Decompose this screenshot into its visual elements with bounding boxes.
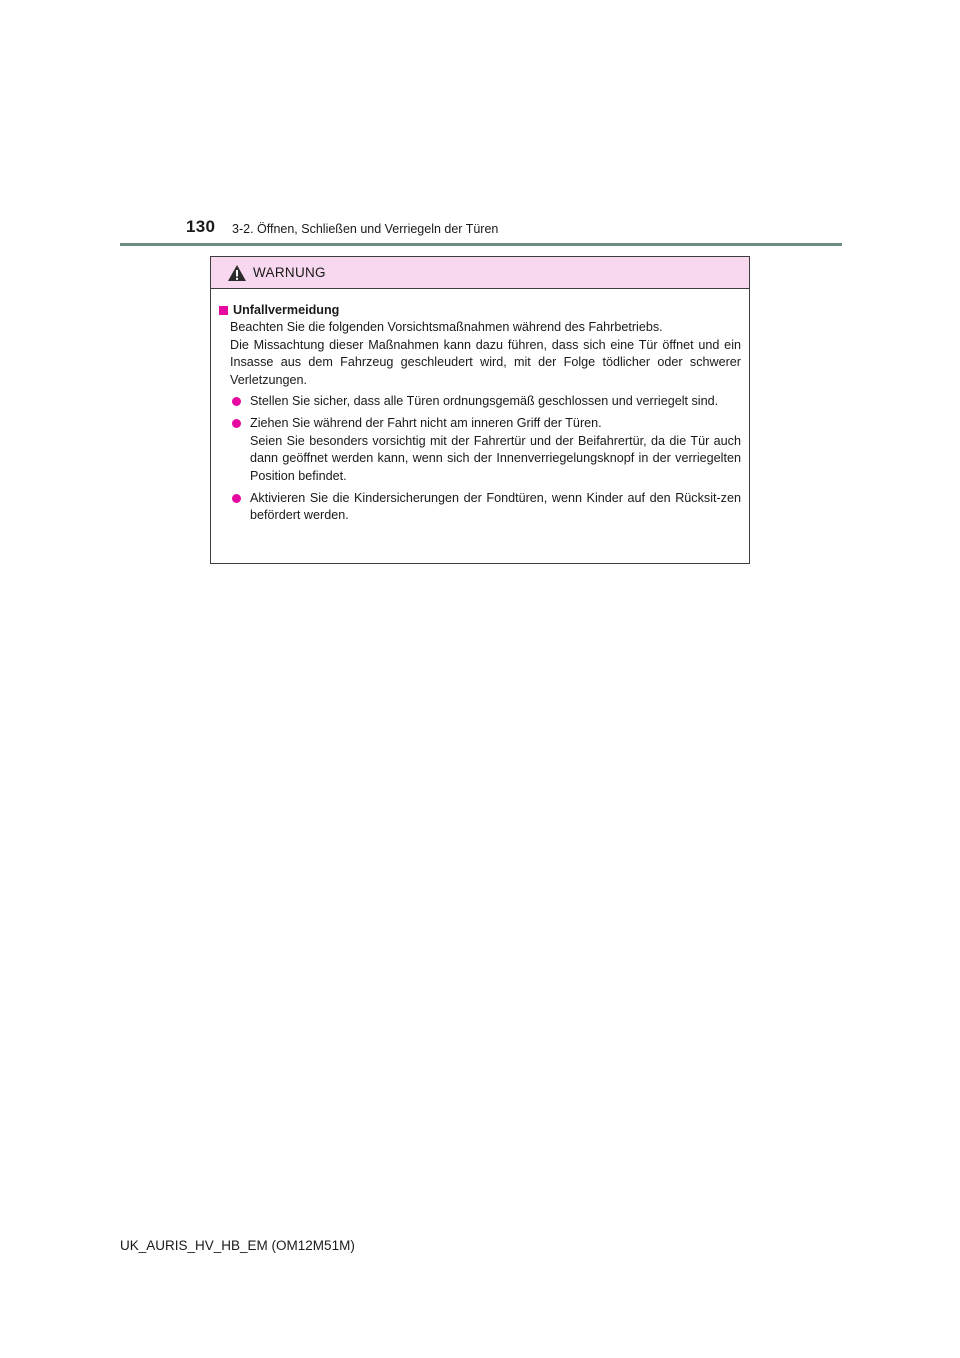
precaution-item <box>219 415 741 485</box>
round-bullet-icon <box>232 419 241 428</box>
section-title: 3-2. Öffnen, Schließen und Verriegeln der Türen <box>232 222 499 236</box>
precaution-text: Stellen Sie sicher, dass alle Türen ordnungsgemäß geschlossen und verriegelt sind. <box>250 394 719 409</box>
warning-header <box>211 257 749 289</box>
intro-line: Die Missachtung dieser Maßnahmen kann dazu führen, dass sich eine Tür öffnet und ein Insasse aus dem Fahrzeug geschleudert wird, mit der Folge tödlicher oder schwerer Verletzungen. <box>230 337 741 387</box>
intro-line: Beachten Sie die folgenden Vorsichtsmaßnahmen während des Fahrbetriebs. <box>230 320 663 335</box>
warning-intro <box>219 319 741 389</box>
precaution-list <box>219 393 741 525</box>
round-bullet-icon <box>232 494 241 503</box>
precaution-text: Aktivieren Sie die Kindersicherungen der Fondtüren, wenn Kinder auf den Rücksit-zen befördert werden. <box>250 491 741 523</box>
header-rule <box>120 243 842 246</box>
round-bullet-icon <box>232 397 241 406</box>
precaution-item <box>219 490 741 525</box>
footer-model-code: UK_AURIS_HV_HB_EM (OM12M51M) <box>120 1238 355 1253</box>
warning-title: WARNUNG <box>253 265 326 280</box>
warning-box <box>210 256 750 564</box>
warning-topic-label: Unfallvermeidung <box>233 303 340 317</box>
warning-triangle-icon <box>227 264 247 282</box>
square-bullet-icon <box>219 306 228 315</box>
precaution-text: Ziehen Sie während der Fahrt nicht am inneren Griff der Türen. <box>250 416 602 431</box>
precaution-item <box>219 393 741 410</box>
precaution-text: Seien Sie besonders vorsichtig mit der Fahrertür und der Beifahrertür, da die Tür auch dann geöffnet werden kann, wenn sich der Innenverriegelungsknopf in der verriegelten Position befindet. <box>250 433 741 483</box>
warning-topic <box>219 302 741 319</box>
warning-body <box>211 289 749 525</box>
page-number: 130 <box>186 217 216 236</box>
